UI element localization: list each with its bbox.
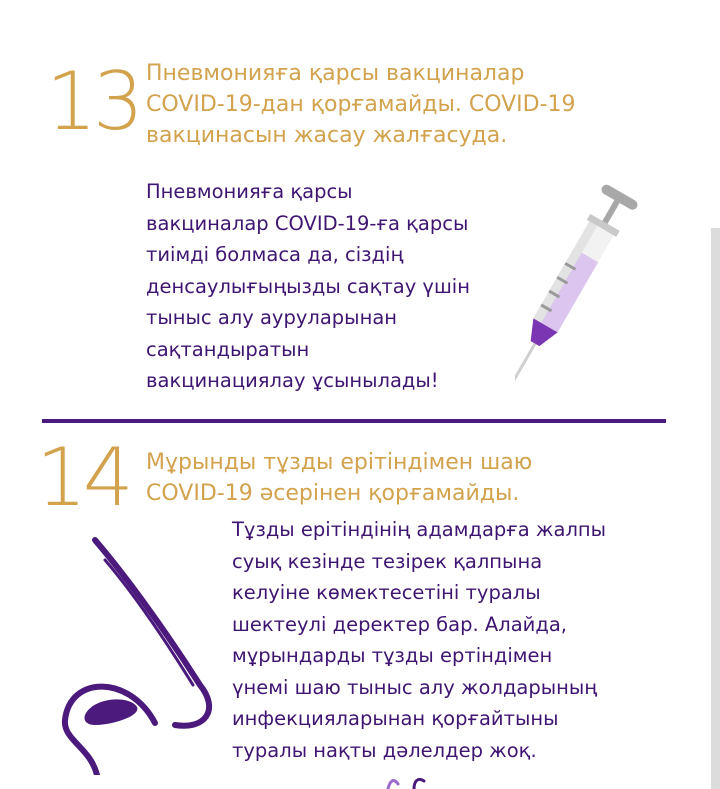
item-14-heading-line: COVID-19 әсерінен қорғамайды. [146, 481, 520, 506]
nose-nostril [84, 699, 137, 725]
item-14-body-line: үнемі шаю тыныс алу жолдарының [232, 675, 598, 699]
syringe-plunger-rod [602, 199, 620, 225]
item-13-body-line: тиімді болмаса да, сіздің [146, 243, 404, 266]
item-13-heading-line: COVID-19-дан қорғамайды. COVID-19 [146, 92, 576, 117]
item-14-heading-line: Мұрынды тұзды ерітіндімен шаю [146, 450, 533, 475]
item-13-heading-line: Пневмонияға қарсы вакциналар [146, 61, 525, 86]
syringe-liquid [533, 248, 598, 332]
item-13-body-line: Пневмонияға қарсы [146, 180, 353, 203]
item-14-body-line: мұрындарды тұзды ертіндімен [232, 644, 553, 667]
nose-inner-line [105, 560, 193, 685]
item-13-body-line: сақтандыратын [146, 337, 310, 361]
section-divider [42, 419, 666, 423]
item-13-body [146, 176, 546, 397]
item-14-body-line: туралы нақты дәлелдер жоқ. [232, 738, 537, 762]
item-14-body [232, 514, 702, 766]
item-14-body-line: Тұзды ерітіндінің адамдарға жалпы [232, 518, 607, 541]
scrollbar-track[interactable] [711, 228, 720, 789]
syringe-icon [515, 175, 665, 405]
item-14-body-line: келуіне көмектесетіні туралы [232, 581, 541, 604]
item-13-body-line: вакцинациялау ұсынылады! [146, 369, 439, 392]
item-14-heading [146, 447, 666, 509]
item-13-heading [146, 58, 666, 151]
item-14-body-line: суық кезінде тезірек қалпына [232, 549, 543, 573]
item-14-number: 14 [36, 431, 130, 524]
item-13-body-line: денсаулығыңызды сақтау үшін [146, 274, 470, 298]
item-13-heading-line: вакцинасын жасау жалғасуда. [146, 123, 508, 148]
item-13-number: 13 [46, 55, 140, 148]
nose-nostril-outline [65, 687, 155, 775]
item-14-body-line: инфекцияларынан қорғайтыны [232, 707, 559, 730]
syringe-needle [515, 343, 536, 386]
item-14-body-line: шектеулі деректер бар. Алайда, [232, 612, 567, 636]
nose-icon [55, 535, 220, 775]
item-13-body-line: тыныс алу ауруларынан [146, 306, 398, 329]
syringe-plunger-cap [600, 183, 640, 212]
partial-illustration-icon [380, 772, 440, 789]
item-13-body-line: вакциналар COVID-19-ға қарсы [146, 211, 469, 235]
